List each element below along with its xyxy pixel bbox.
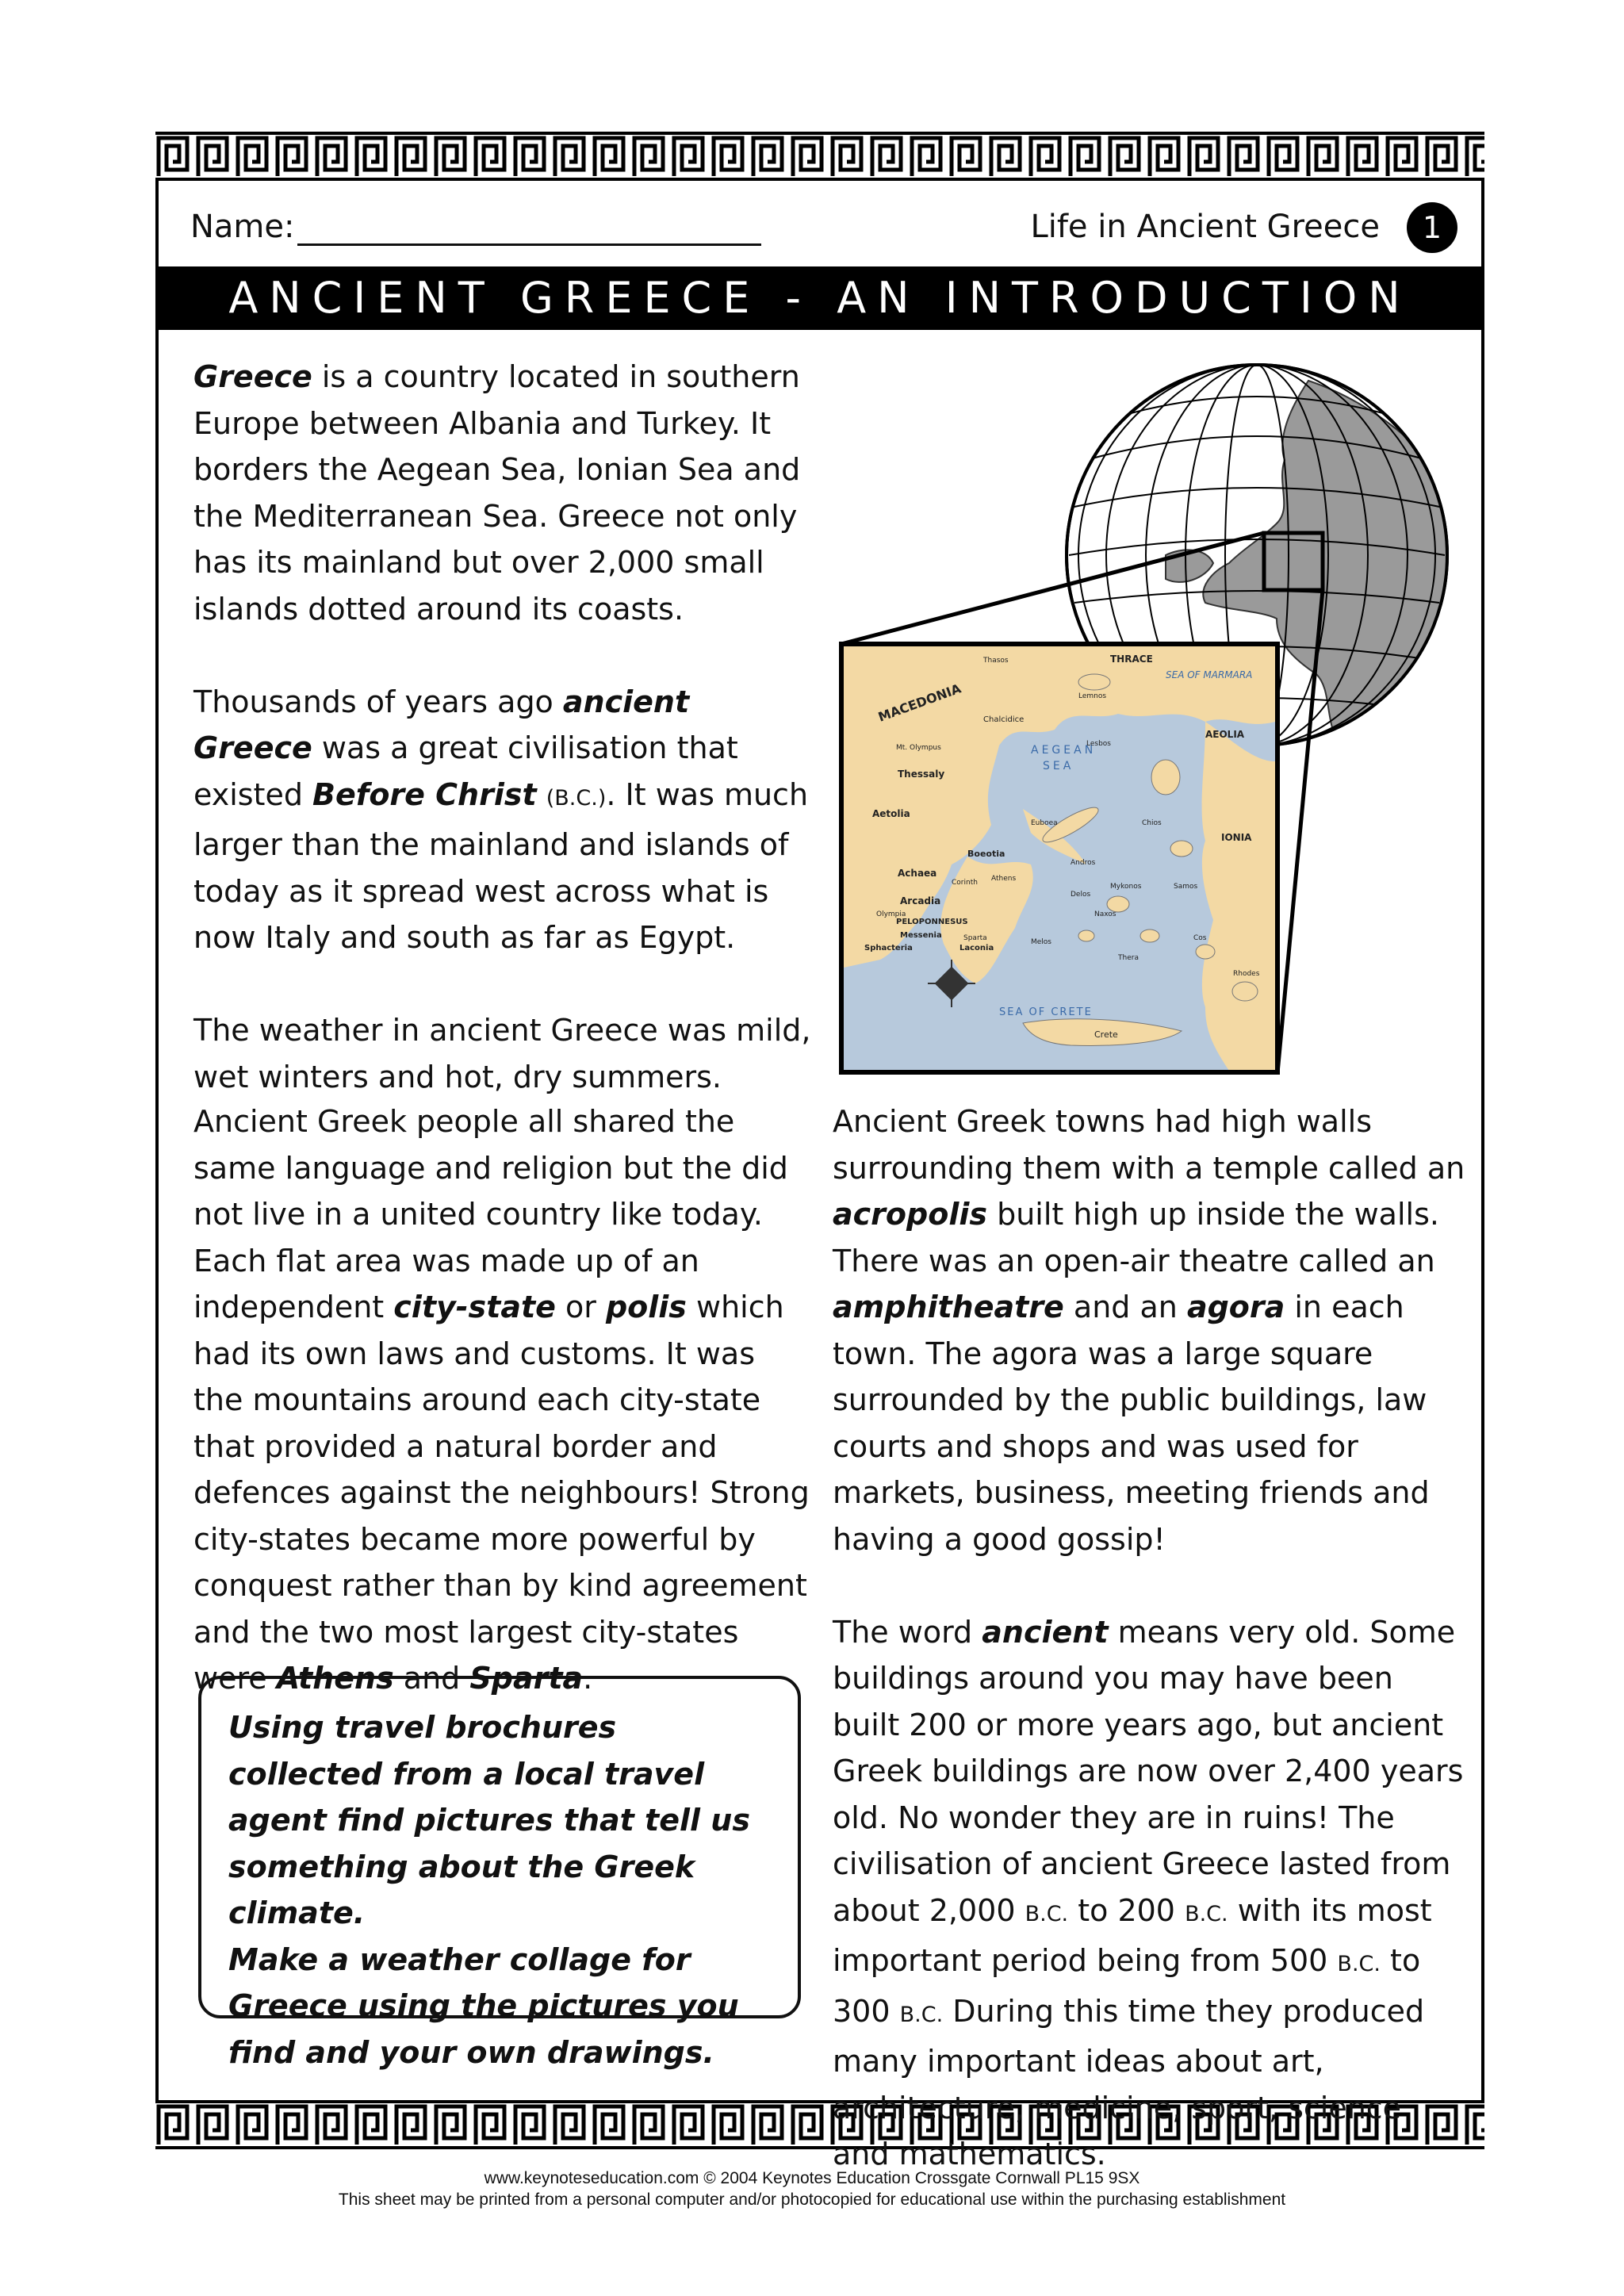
activity-box <box>198 1676 801 2070</box>
map-town: Delos <box>1071 891 1091 899</box>
name-write-line[interactable] <box>297 243 761 246</box>
map-label-sea-of-crete: SEA OF CRETE <box>999 1006 1093 1018</box>
city-states-text <box>193 1098 812 1702</box>
paragraph-towns: Ancient Greek towns had high walls surrounding them with a temple called an acropolis built high up inside the walls. There was an open-air theatre called an amphitheatre and an agora in each town. The agora was a large square surrounded by the public buildings, law courts and shops and was used for markets, business, meeting friends and having a good gossip! <box>833 1104 1465 1557</box>
map-label-arcadia: Arcadia <box>900 895 941 907</box>
map-town: Lemnos <box>1078 692 1107 700</box>
activity-instruction-2: Make a weather collage for Greece using the pictures you find and your own drawings. <box>228 1941 739 2070</box>
map-label-thrace: THRACE <box>1110 654 1153 665</box>
map-label-macedonia: MACEDONIA <box>875 680 963 725</box>
paragraph-history: Thousands of years ago ancient Greece was a great civilisation that existed Before Christ (B.C.). It was much larger than the mainland and islands of today as it spread west across what is now Italy and south as far as Egypt. <box>193 684 809 955</box>
map-town: Olympia <box>876 910 906 918</box>
map-town: Chios <box>1142 819 1162 827</box>
map-town: Melos <box>1031 938 1051 946</box>
map-town: Corinth <box>952 879 978 887</box>
map-town: Athens <box>991 875 1017 883</box>
map-label-chalcidice: Chalcidice <box>983 715 1025 724</box>
map-label-aegean: AEGEAN <box>1031 744 1097 757</box>
map-town: Lesbos <box>1086 740 1111 748</box>
paragraph-city-states: Ancient Greek people all shared the same language and religion but the did not live in a united country like today. Each flat area was made up of an independent city-state or polis which had its own laws and customs. It was the mountains around each city-state that provided a natural border and defences against the neighbours! Strong city-states became more powerful by conquest rather than by kind agreement and the two most largest city-states were Athens and Sparta. <box>193 1104 810 1696</box>
sheet-number-badge: 1 <box>1407 202 1457 253</box>
greek-key-border-top <box>155 132 1484 181</box>
footer-usage-note: This sheet may be printed from a personal computer and/or photocopied for educational use within the purchasing establishment <box>338 2191 1286 2209</box>
paragraph-weather: The weather in ancient Greece was mild, wet winters and hot, dry summers. <box>193 1013 811 1094</box>
activity-instruction-1: Using travel brochures collected from a local travel agent find pictures that tell us something about the Greek climate. <box>228 1710 750 1930</box>
map-label-boeotia: Boeotia <box>967 849 1005 859</box>
map-town: Cos <box>1193 934 1207 942</box>
name-label: Name: <box>190 209 295 245</box>
map-town: Sparta <box>963 934 987 942</box>
paragraph-ancient: The word ancient means very old. Some buildings around you may have been built 200 or more years ago, but ancient Greek buildings are now over 2,400 years old. No wonder they are in ruins! The civilisation of ancient Greece lasted from about 2,000 B.C. to 200 B.C. with its most important period being from 500 B.C. to 300 B.C. During this time they produced many important ideas about art, architecture, medicine, sport, science and mathematics. <box>833 1614 1464 2171</box>
map-label-laconia: Laconia <box>959 944 994 953</box>
map-town: Samos <box>1174 883 1198 891</box>
map-label-achaea: Achaea <box>898 868 937 879</box>
globe-and-map-figure <box>833 349 1475 1087</box>
aegean-map-image <box>841 644 1277 1072</box>
map-town: Naxos <box>1094 910 1116 918</box>
map-town: Rhodes <box>1233 970 1260 978</box>
map-label-sphacteria: Sphacteria <box>864 944 913 953</box>
map-label-messenia: Messenia <box>900 931 942 940</box>
map-label-crete: Crete <box>1094 1029 1118 1040</box>
page-title: ANCIENT GREECE - AN INTRODUCTION <box>159 266 1481 330</box>
map-town: Thasos <box>983 657 1009 665</box>
map-label-thessaly: Thessaly <box>898 769 945 780</box>
map-label-ionia: IONIA <box>1221 832 1252 843</box>
paragraph-location: Greece is a country located in southern Europe between Albania and Turkey. It borders the Aegean Sea, Ionian Sea and the Mediterranean Sea. Greece not only has its mainland but over 2,000 small islands dotted around its coasts. <box>193 359 801 627</box>
sheet-header <box>190 202 1467 255</box>
map-town: Mt. Olympus <box>896 744 941 752</box>
map-town: Andros <box>1071 859 1096 867</box>
map-label-aeolia: AEOLIA <box>1205 729 1245 740</box>
map-label-sea-of-marmara: SEA OF MARMARA <box>1166 669 1253 680</box>
footer-copyright: www.keynoteseducation.com © 2004 Keynotes Education Crossgate Cornwall PL15 9SX <box>484 2169 1140 2187</box>
map-label-aetolia: Aetolia <box>872 808 910 819</box>
map-town: Thera <box>1118 954 1139 962</box>
map-town: Mykonos <box>1110 883 1142 891</box>
intro-text <box>193 354 812 1100</box>
towns-and-age-text <box>833 1098 1467 2178</box>
series-title: Life in Ancient Greece <box>1030 209 1380 245</box>
map-label-peloponnesus: PELOPONNESUS <box>896 918 968 926</box>
map-town: Euboea <box>1031 819 1058 827</box>
map-label-sea: SEA <box>1043 760 1074 772</box>
